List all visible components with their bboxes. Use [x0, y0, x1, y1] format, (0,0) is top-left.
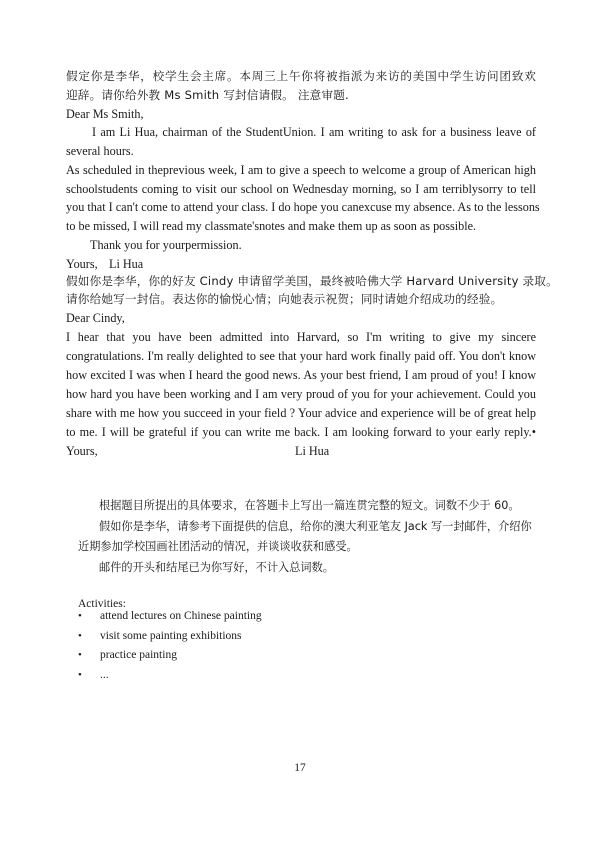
task3-instruction-1: 根据题目所提出的具体要求，在答题卡上写出一篇连贯完整的短文。词数不少于 60。: [99, 499, 520, 512]
bullet-icon: •: [78, 610, 82, 622]
letter2-salutation: Dear Cindy,: [66, 311, 125, 325]
letter1-body-line-3: As scheduled in theprevious week, I am to give a speech to welcome a group of American high: [66, 163, 536, 177]
letter1-thanks: Thank you for yourpermission.: [90, 238, 242, 252]
letter2-body-line-5: share with me how you succeed in your field ? Your advice and experience will be of great help: [66, 406, 536, 420]
activity-label: practice painting: [100, 649, 177, 661]
activity-item: [78, 666, 262, 686]
letter2-body-line-2: congratulations. I'm really delighted to see that your hard work finally paid off. You don't know: [66, 349, 536, 363]
letter1-body-line-6: to be missed, I will read my classmate'snotes and make them up as soon as possible.: [66, 219, 477, 233]
letter1-body-line-5: you that I can't come to attend your class. I do hope you canexcuse my absence. As to the lessons: [66, 200, 540, 214]
letter2-signature: Li Hua: [295, 444, 330, 458]
task3-instruction-4: 邮件的开头和结尾已为你写好，不计入总词数。: [99, 561, 334, 574]
letter1-body-line-4: schoolstudents coming to visit our school on Wednesday morning, so I am terriblysorry to tell: [66, 182, 536, 196]
task3-instruction-2: 假如你是李华，请参考下面提供的信息，给你的澳大利亚笔友 Jack 写一封邮件，介绍你: [99, 520, 532, 533]
activity-label: ...: [100, 668, 109, 681]
letter2-body-line-1: I hear that you have been admitted into Harvard, so I'm writing to give my sincere: [66, 330, 536, 344]
letter1-salutation: Dear Ms Smith,: [66, 107, 144, 121]
activity-label: attend lectures on Chinese painting: [100, 610, 262, 622]
letter2-prompt-line-1: 假如你是李华，你的好友 Cindy 申请留学美国，最终被哈佛大学 Harvard University 录取。: [66, 274, 558, 288]
activity-label: visit some painting exhibitions: [100, 629, 242, 642]
letter1-prompt-line-1: 假定你是李华，校学生会主席。本周三上午你将被指派为来访的美国中学生访问团致欢: [66, 69, 536, 83]
letter1-body-line-2: several hours.: [66, 144, 134, 158]
letter2-body-line-3: how excited I was when I heard the good news. As your best friend, I am proud of you! I know: [66, 368, 536, 382]
task3-instruction-3: 近期参加学校国画社团活动的情况，并谈谈收获和感受。: [78, 540, 358, 553]
bullet-icon: •: [78, 629, 82, 642]
letter1-closing: Yours,: [66, 257, 98, 271]
bullet-icon: •: [78, 668, 82, 681]
letter2-closing: Yours,: [66, 444, 98, 458]
letter2-body-line-4: how hard you have been working and I am very proud of you for your achievement. Could you: [66, 387, 536, 401]
letter1-body-line-1: I am Li Hua, chairman of the StudentUnion. I am writing to ask for a business leave of: [92, 125, 536, 139]
letter1-signature: Li Hua: [109, 257, 144, 271]
activity-item: [78, 627, 262, 647]
activity-item: [78, 607, 262, 627]
letter2-prompt-line-2: 请你给她写一封信。表达你的愉悦心情；向她表示祝贺；同时请她介绍成功的经验。: [66, 292, 503, 306]
activity-item: [78, 646, 262, 666]
letter2-body-line-6: to me. I will be grateful if you can write me back. I am looking forward to your early reply.•: [66, 425, 536, 439]
activities-heading: Activities:: [78, 598, 126, 610]
activities-list: [78, 607, 262, 685]
letter1-prompt-line-2: 迎辞。请你给外教 Ms Smith 写封信请假。 注意审题.: [66, 88, 349, 102]
bullet-icon: •: [78, 649, 82, 661]
page-number: 17: [294, 762, 306, 774]
